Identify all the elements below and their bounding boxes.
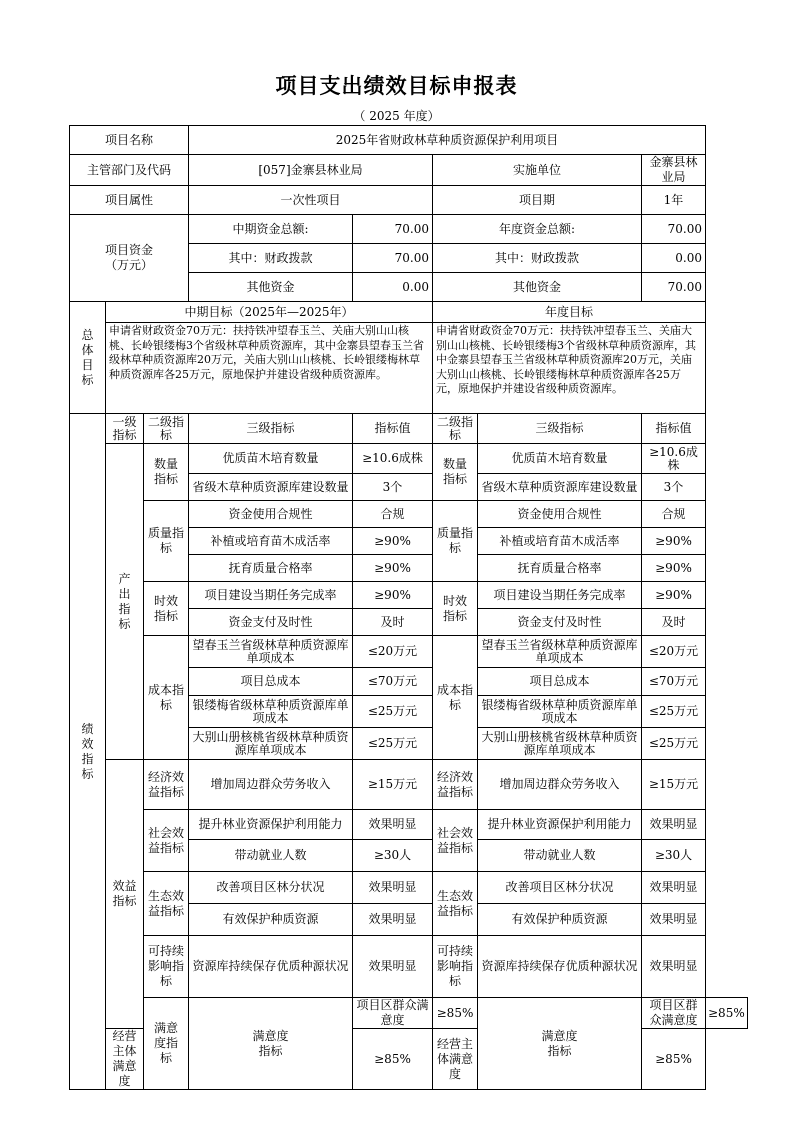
row-value: 及时: [353, 609, 433, 636]
social-group-year: 社会效益指标: [433, 810, 478, 872]
row-name-year: 改善项目区林分状况: [478, 872, 642, 904]
satis-group-year: 满意度指标: [478, 998, 642, 1090]
row-name-year: 补植或培育苗木成活率: [478, 528, 642, 555]
row-value-year: ≤25万元: [642, 696, 706, 728]
year-total: 70.00: [642, 215, 706, 244]
attr-label: 项目属性: [70, 186, 189, 215]
row-value-year: 效果明显: [642, 904, 706, 936]
row-name: 增加周边群众劳务收入: [189, 760, 353, 810]
header-value-year: 指标值: [642, 414, 706, 444]
mid-other-label: 其他资金: [189, 273, 353, 302]
row-name-year: 资源库持续保存优质种源状况: [478, 936, 642, 998]
row-value: ≥15万元: [353, 760, 433, 810]
page-title: 项目支出绩效目标申报表: [275, 74, 518, 98]
row-value-year: 合规: [642, 501, 706, 528]
output-label: 产出指标: [106, 444, 144, 760]
row-name-year: 项目区群众满意度: [642, 998, 706, 1029]
row-value: 效果明显: [353, 810, 433, 840]
row-name: 大别山册核桃省级林草种质资源库单项成本: [189, 728, 353, 760]
row-value-year: ≥90%: [642, 528, 706, 555]
mid-fiscal: 70.00: [353, 244, 433, 273]
period-value: 1年: [642, 186, 706, 215]
header-level3-year: 三级指标: [478, 414, 642, 444]
row-value-year: ≤20万元: [642, 636, 706, 668]
row-name-year: 省级木草种质资源库建设数量: [478, 474, 642, 501]
row-value: ≥30人: [353, 840, 433, 872]
report-year: （ 2025 年度）: [353, 109, 440, 123]
row-value: ≤25万元: [353, 696, 433, 728]
row-value-year: 效果明显: [642, 810, 706, 840]
row-name-year: 有效保护种质资源: [478, 904, 642, 936]
eco-group-year: 生态效益指标: [433, 872, 478, 936]
row-name: 项目建设当期任务完成率: [189, 582, 353, 609]
row-value-year: ≥85%: [706, 998, 748, 1029]
performance-form: [69, 125, 748, 1090]
row-name: 项目区群众满意度: [353, 998, 433, 1029]
qty-group-year: 数量指标: [433, 444, 478, 501]
dept-label: 主管部门及代码: [70, 155, 189, 186]
row-name-year: 提升林业资源保护利用能力: [478, 810, 642, 840]
unit-value: 金寨县林业局: [642, 155, 706, 186]
project-name-label: 项目名称: [70, 126, 189, 155]
row-name-year: 优质苗木培育数量: [478, 444, 642, 474]
row-value: 合规: [353, 501, 433, 528]
row-value-year: ≥10.6成株: [642, 444, 706, 474]
header-level3: 三级指标: [189, 414, 353, 444]
row-value-year: ≥85%: [642, 1029, 706, 1090]
row-name: 抚育质量合格率: [189, 555, 353, 582]
row-name: 望春玉兰省级林草种质资源库单项成本: [189, 636, 353, 668]
row-value-year: ≥15万元: [642, 760, 706, 810]
row-name: 补植或培育苗木成活率: [189, 528, 353, 555]
year-other: 70.00: [642, 273, 706, 302]
mid-goal-text: 申请省财政资金70万元：扶持铁冲望春玉兰、关庙大别山山核桃、长岭银缕梅3个省级林草种质资源库，其中金寨县望春玉兰省级林草种质资源库20万元，关庙大别山山核桃、长岭银缕梅林草种质资源库各25万元，原地保护并建设省级种质资源库。: [106, 323, 433, 414]
row-name-year: 经营主体满意度: [433, 1029, 478, 1090]
row-value-year: ≥30人: [642, 840, 706, 872]
mid-total: 70.00: [353, 215, 433, 244]
row-name: 资金使用合规性: [189, 501, 353, 528]
row-value-year: ≥90%: [642, 555, 706, 582]
project-name: 2025年省财政林草种质资源保护利用项目: [189, 126, 706, 155]
row-name: 经营主体满意度: [106, 1029, 144, 1090]
row-value-year: ≤25万元: [642, 728, 706, 760]
header-level1: 一级指标: [106, 414, 144, 444]
row-name-year: 银缕梅省级林草种质资源库单项成本: [478, 696, 642, 728]
row-name: 项目总成本: [189, 668, 353, 696]
year-goal-text: 申请省财政资金70万元：扶持铁冲望春玉兰、关庙大别山山核桃、长岭银缕梅3个省级林草种质资源库，其中金寨县望春玉兰省级林草种质资源库20万元，关庙大别山山核桃、长岭银缕梅林草种质资源库各25万元，原地保护并建设省级种质资源库。: [433, 323, 706, 414]
row-name-year: 资金使用合规性: [478, 501, 642, 528]
unit-label: 实施单位: [433, 155, 642, 186]
header-level2: 二级指标: [144, 414, 189, 444]
year-fiscal: 0.00: [642, 244, 706, 273]
row-name-year: 望春玉兰省级林草种质资源库单项成本: [478, 636, 642, 668]
row-name: 省级木草种质资源库建设数量: [189, 474, 353, 501]
qty-group: 数量指标: [144, 444, 189, 501]
header-level2-year: 二级指标: [433, 414, 478, 444]
row-value-year: 3个: [642, 474, 706, 501]
mid-goal-header: 中期目标（2025年—2025年）: [106, 302, 433, 323]
row-value: 3个: [353, 474, 433, 501]
benefit-label: 效益指标: [106, 760, 144, 1029]
year-other-label: 其他资金: [433, 273, 642, 302]
time-group: 时效指标: [144, 582, 189, 636]
row-name: 有效保护种质资源: [189, 904, 353, 936]
row-value: 效果明显: [353, 904, 433, 936]
row-name: 优质苗木培育数量: [189, 444, 353, 474]
row-value: ≤70万元: [353, 668, 433, 696]
row-name-year: 增加周边群众劳务收入: [478, 760, 642, 810]
mid-fiscal-label: 其中：财政拨款: [189, 244, 353, 273]
satis-group: 满意度指标: [189, 998, 353, 1090]
row-value-year: ≥90%: [642, 582, 706, 609]
funds-label: 项目资金 （万元）: [70, 215, 189, 302]
header-value: 指标值: [353, 414, 433, 444]
row-value: 效果明显: [353, 936, 433, 998]
row-value: ≥10.6成株: [353, 444, 433, 474]
mid-total-label: 中期资金总额:: [189, 215, 353, 244]
year-goal-header: 年度目标: [433, 302, 706, 323]
row-name-year: 抚育质量合格率: [478, 555, 642, 582]
year-total-label: 年度资金总额:: [433, 215, 642, 244]
row-value: ≥90%: [353, 582, 433, 609]
goals-label: 总体目标: [70, 302, 106, 414]
row-name-year: 项目建设当期任务完成率: [478, 582, 642, 609]
sust-group: 可持续影响指标: [144, 936, 189, 998]
row-value: ≥85%: [433, 998, 478, 1029]
perf-label: 绩效指标: [70, 414, 106, 1090]
sust-group-year: 可持续影响指标: [433, 936, 478, 998]
eco-group: 生态效益指标: [144, 872, 189, 936]
row-name-year: 资金支付及时性: [478, 609, 642, 636]
row-name-year: 带动就业人数: [478, 840, 642, 872]
row-name-year: 大别山册核桃省级林草种质资源库单项成本: [478, 728, 642, 760]
row-name: 银缕梅省级林草种质资源库单项成本: [189, 696, 353, 728]
cost-group: 成本指标: [144, 636, 189, 760]
row-value: ≥85%: [353, 1029, 433, 1090]
mid-other: 0.00: [353, 273, 433, 302]
row-name: 资源库持续保存优质种源状况: [189, 936, 353, 998]
cost-group-year: 成本指标: [433, 636, 478, 760]
year-fiscal-label: 其中：财政拨款: [433, 244, 642, 273]
row-name: 改善项目区林分状况: [189, 872, 353, 904]
period-label: 项目期: [433, 186, 642, 215]
row-value: ≥90%: [353, 555, 433, 582]
time-group-year: 时效指标: [433, 582, 478, 636]
dept-value: [057]金寨县林业局: [189, 155, 433, 186]
qual-group-year: 质量指标: [433, 501, 478, 582]
row-value-year: 效果明显: [642, 936, 706, 998]
row-value: ≥90%: [353, 528, 433, 555]
row-name: 资金支付及时性: [189, 609, 353, 636]
row-value: 效果明显: [353, 872, 433, 904]
econ-group-year: 经济效益指标: [433, 760, 478, 810]
row-value-year: 效果明显: [642, 872, 706, 904]
row-value-year: ≤70万元: [642, 668, 706, 696]
econ-group: 经济效益指标: [144, 760, 189, 810]
row-value: ≤25万元: [353, 728, 433, 760]
qual-group: 质量指标: [144, 501, 189, 582]
social-group: 社会效益指标: [144, 810, 189, 872]
attr-value: 一次性项目: [189, 186, 433, 215]
row-name: 提升林业资源保护利用能力: [189, 810, 353, 840]
satis-label: 满意度指标: [144, 998, 189, 1090]
row-name: 带动就业人数: [189, 840, 353, 872]
row-name-year: 项目总成本: [478, 668, 642, 696]
row-value-year: 及时: [642, 609, 706, 636]
row-value: ≤20万元: [353, 636, 433, 668]
